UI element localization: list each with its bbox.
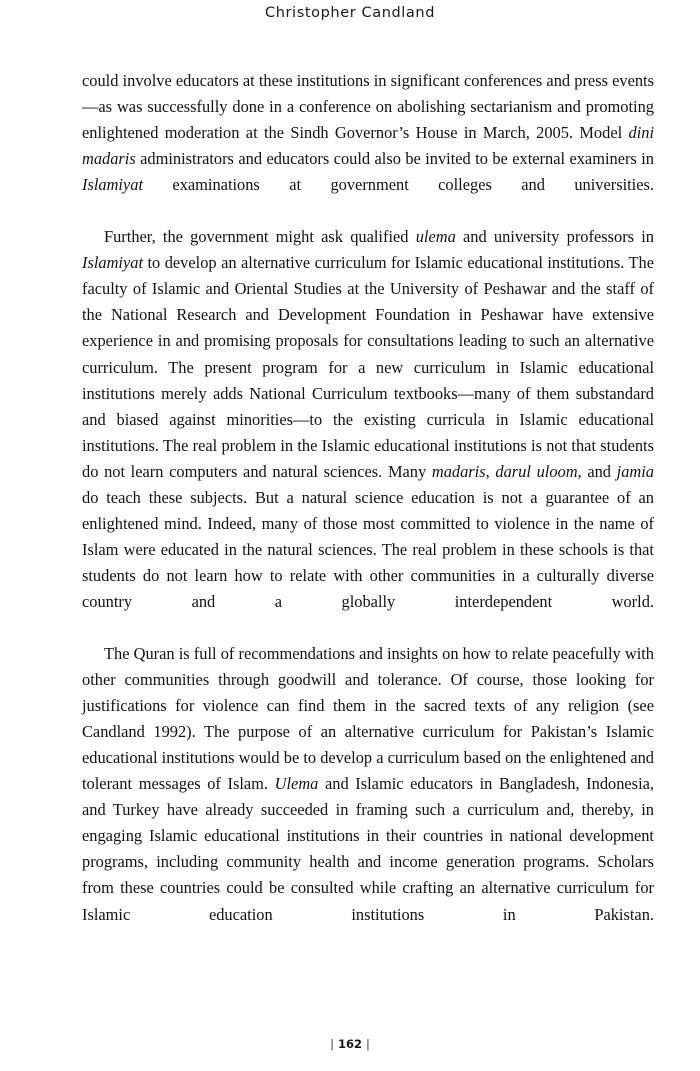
italic-term: dini madaris [82,123,654,169]
running-header-title: Christopher Candland [264,5,435,21]
text-run: and university professors in [455,227,654,247]
italic-term: ulema [415,227,456,247]
text-run: to develop an alternative curriculum for Islamic educational institutions. The faculty of Islamic and Oriental Studies at the University of Peshawar and the staff of the National Research and Development Foundation in Peshawar have extensive experience in and promising proposals for consultations leading to such an alternative curriculum. The present program for a new curriculum in Islamic educational institutions merely adds National Curriculum textbooks—many of them substandard and biased against minorities—to the existing curricula in Islamic educational institutions. The real problem in the Islamic educational institutions is not that students do not learn computers and natural sciences. Many [82,253,654,481]
italic-term: Islamiyat [82,175,144,195]
footer-right-rule: | [366,1037,370,1051]
body-paragraph [82,641,654,954]
italic-term: darul uloom [495,461,578,481]
body-paragraph [82,224,654,641]
italic-term: Islamiyat [82,253,144,273]
footer-left-rule: | [330,1037,334,1051]
italic-term: Ulema [274,774,319,794]
text-run: administrators and educators could also be invited to be external examiners in [135,149,654,169]
body-text-column [82,68,654,954]
body-paragraph [82,68,654,224]
text-run: could involve educators at these institutions in significant conferences and press events—as was successfully done in a conference on abolishing sectarianism and promoting enlightened moderation at the Sindh Governor’s House in March, 2005. Model [82,71,654,143]
text-run: Further, the government might ask qualified [104,227,416,247]
text-run: , [485,461,496,481]
text-run: , and [577,461,617,481]
text-run: examinations at government colleges and universities. [143,175,654,195]
page-number: 162 [337,1037,362,1051]
text-run: and Islamic educators in Bangladesh, Indonesia, and Turkey have already succeeded in framing such a curriculum and, thereby, in engaging Islamic educational institutions in their countries in national development programs, including community health and income generation programs. Scholars from these countries could be consulted while crafting an alternative curriculum for Islamic education institutions in Pakistan. [82,774,654,924]
text-run: do teach these subjects. But a natural science education is not a guarantee of an enlightened mind. Indeed, many of those most committed to violence in the name of Islam were educated in the natural sciences. The real problem in these schools is that students do not learn how to relate with other communities in a culturally diverse country and a globally interdependent world. [82,487,654,611]
text-run: The Quran is full of recommendations and insights on how to relate peacefully with other communities through goodwill and tolerance. Of course, those looking for justifications for violence can find them in the sacred texts of any religion (see Candland 1992). The purpose of an alternative curriculum for Pakistan’s Islamic educational institutions would be to develop a curriculum based on the enlightened and tolerant messages of Islam. [82,644,654,794]
italic-term: madaris [431,461,486,481]
page-footer [0,1037,700,1051]
italic-term: jamia [616,461,654,481]
